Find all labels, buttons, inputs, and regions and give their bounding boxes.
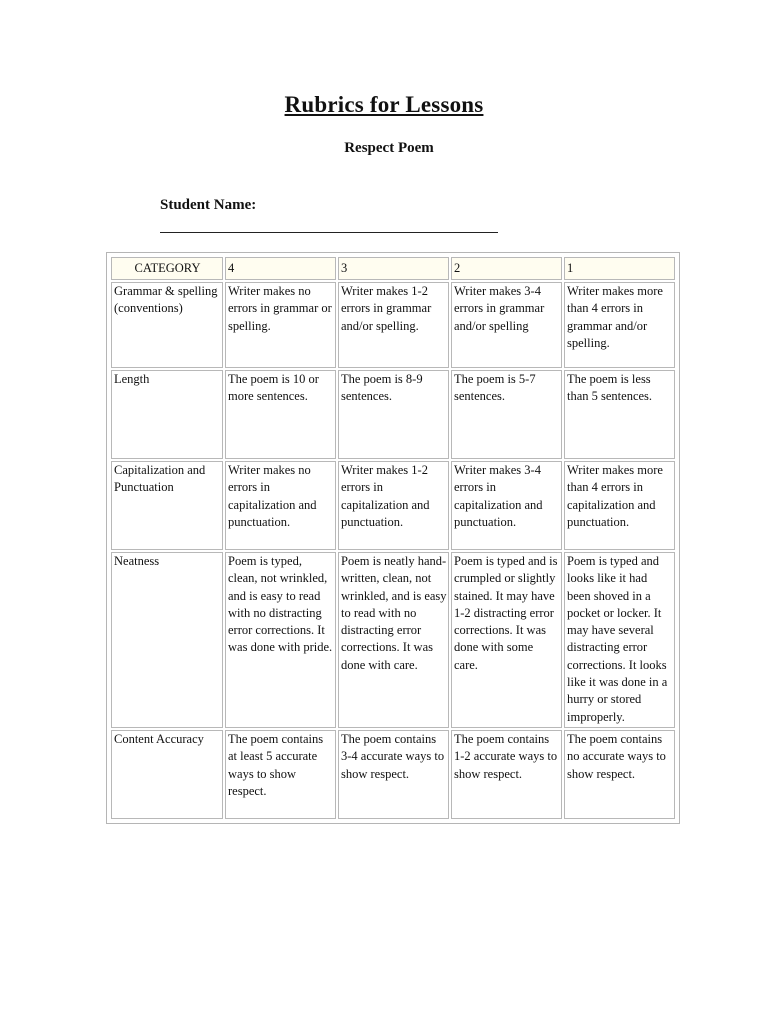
score-1-cell: The poem is less than 5 sentences. [564, 370, 675, 459]
header-score-3: 3 [338, 257, 449, 280]
score-4-cell: Writer makes no errors in grammar or spelling. [225, 282, 336, 368]
rubric-row-neatness [111, 552, 675, 728]
score-2-cell: The poem is 5-7 sentences. [451, 370, 562, 459]
header-category: CATEGORY [111, 257, 223, 280]
student-name-line [160, 232, 498, 233]
score-4-cell: Writer makes no errors in capitalization and punctuation. [225, 461, 336, 550]
rubric-table-frame [106, 252, 680, 824]
score-3-cell: Poem is neatly hand-written, clean, not wrinkled, and is easy to read with no distracting error corrections. It was done with care. [338, 552, 449, 728]
rubric-row-length [111, 370, 675, 459]
header-score-2: 2 [451, 257, 562, 280]
score-3-cell: Writer makes 1-2 errors in capitalization and punctuation. [338, 461, 449, 550]
page-title: Rubrics for Lessons [284, 92, 484, 117]
score-3-cell: The poem contains 3-4 accurate ways to show respect. [338, 730, 449, 819]
score-2-cell: Writer makes 3-4 errors in grammar and/or spelling [451, 282, 562, 368]
page-subtitle: Respect Poem [344, 140, 434, 156]
row-category: Content Accuracy [111, 730, 223, 819]
score-3-cell: The poem is 8-9 sentences. [338, 370, 449, 459]
student-name-label: Student Name: [160, 197, 257, 213]
row-category: Neatness [111, 552, 223, 728]
rubric-row-capitalization [111, 461, 675, 550]
score-1-cell: The poem contains no accurate ways to show respect. [564, 730, 675, 819]
score-1-cell: Writer makes more than 4 errors in grammar and/or spelling. [564, 282, 675, 368]
rubric-row-content-accuracy [111, 730, 675, 819]
score-4-cell: Poem is typed, clean, not wrinkled, and is easy to read with no distracting error corrections. It was done with pride. [225, 552, 336, 728]
score-1-cell: Writer makes more than 4 errors in capitalization and punctuation. [564, 461, 675, 550]
score-4-cell: The poem is 10 or more sentences. [225, 370, 336, 459]
score-2-cell: Poem is typed and is crumpled or slightly stained. It may have 1-2 distracting error corrections. It was done with some care. [451, 552, 562, 728]
score-2-cell: Writer makes 3-4 errors in capitalization and punctuation. [451, 461, 562, 550]
score-2-cell: The poem contains 1-2 accurate ways to show respect. [451, 730, 562, 819]
rubric-header-row [111, 257, 675, 280]
row-category: Length [111, 370, 223, 459]
score-3-cell: Writer makes 1-2 errors in grammar and/or spelling. [338, 282, 449, 368]
rubric-row-grammar [111, 282, 675, 368]
score-1-cell: Poem is typed and looks like it had been shoved in a pocket or locker. It may have several distracting error corrections. It looks like it was done in a hurry or stored improperly. [564, 552, 675, 728]
header-score-4: 4 [225, 257, 336, 280]
rubric-table [109, 255, 677, 821]
score-4-cell: The poem contains at least 5 accurate ways to show respect. [225, 730, 336, 819]
row-category: Grammar & spelling (conventions) [111, 282, 223, 368]
header-score-1: 1 [564, 257, 675, 280]
row-category: Capitalization and Punctuation [111, 461, 223, 550]
